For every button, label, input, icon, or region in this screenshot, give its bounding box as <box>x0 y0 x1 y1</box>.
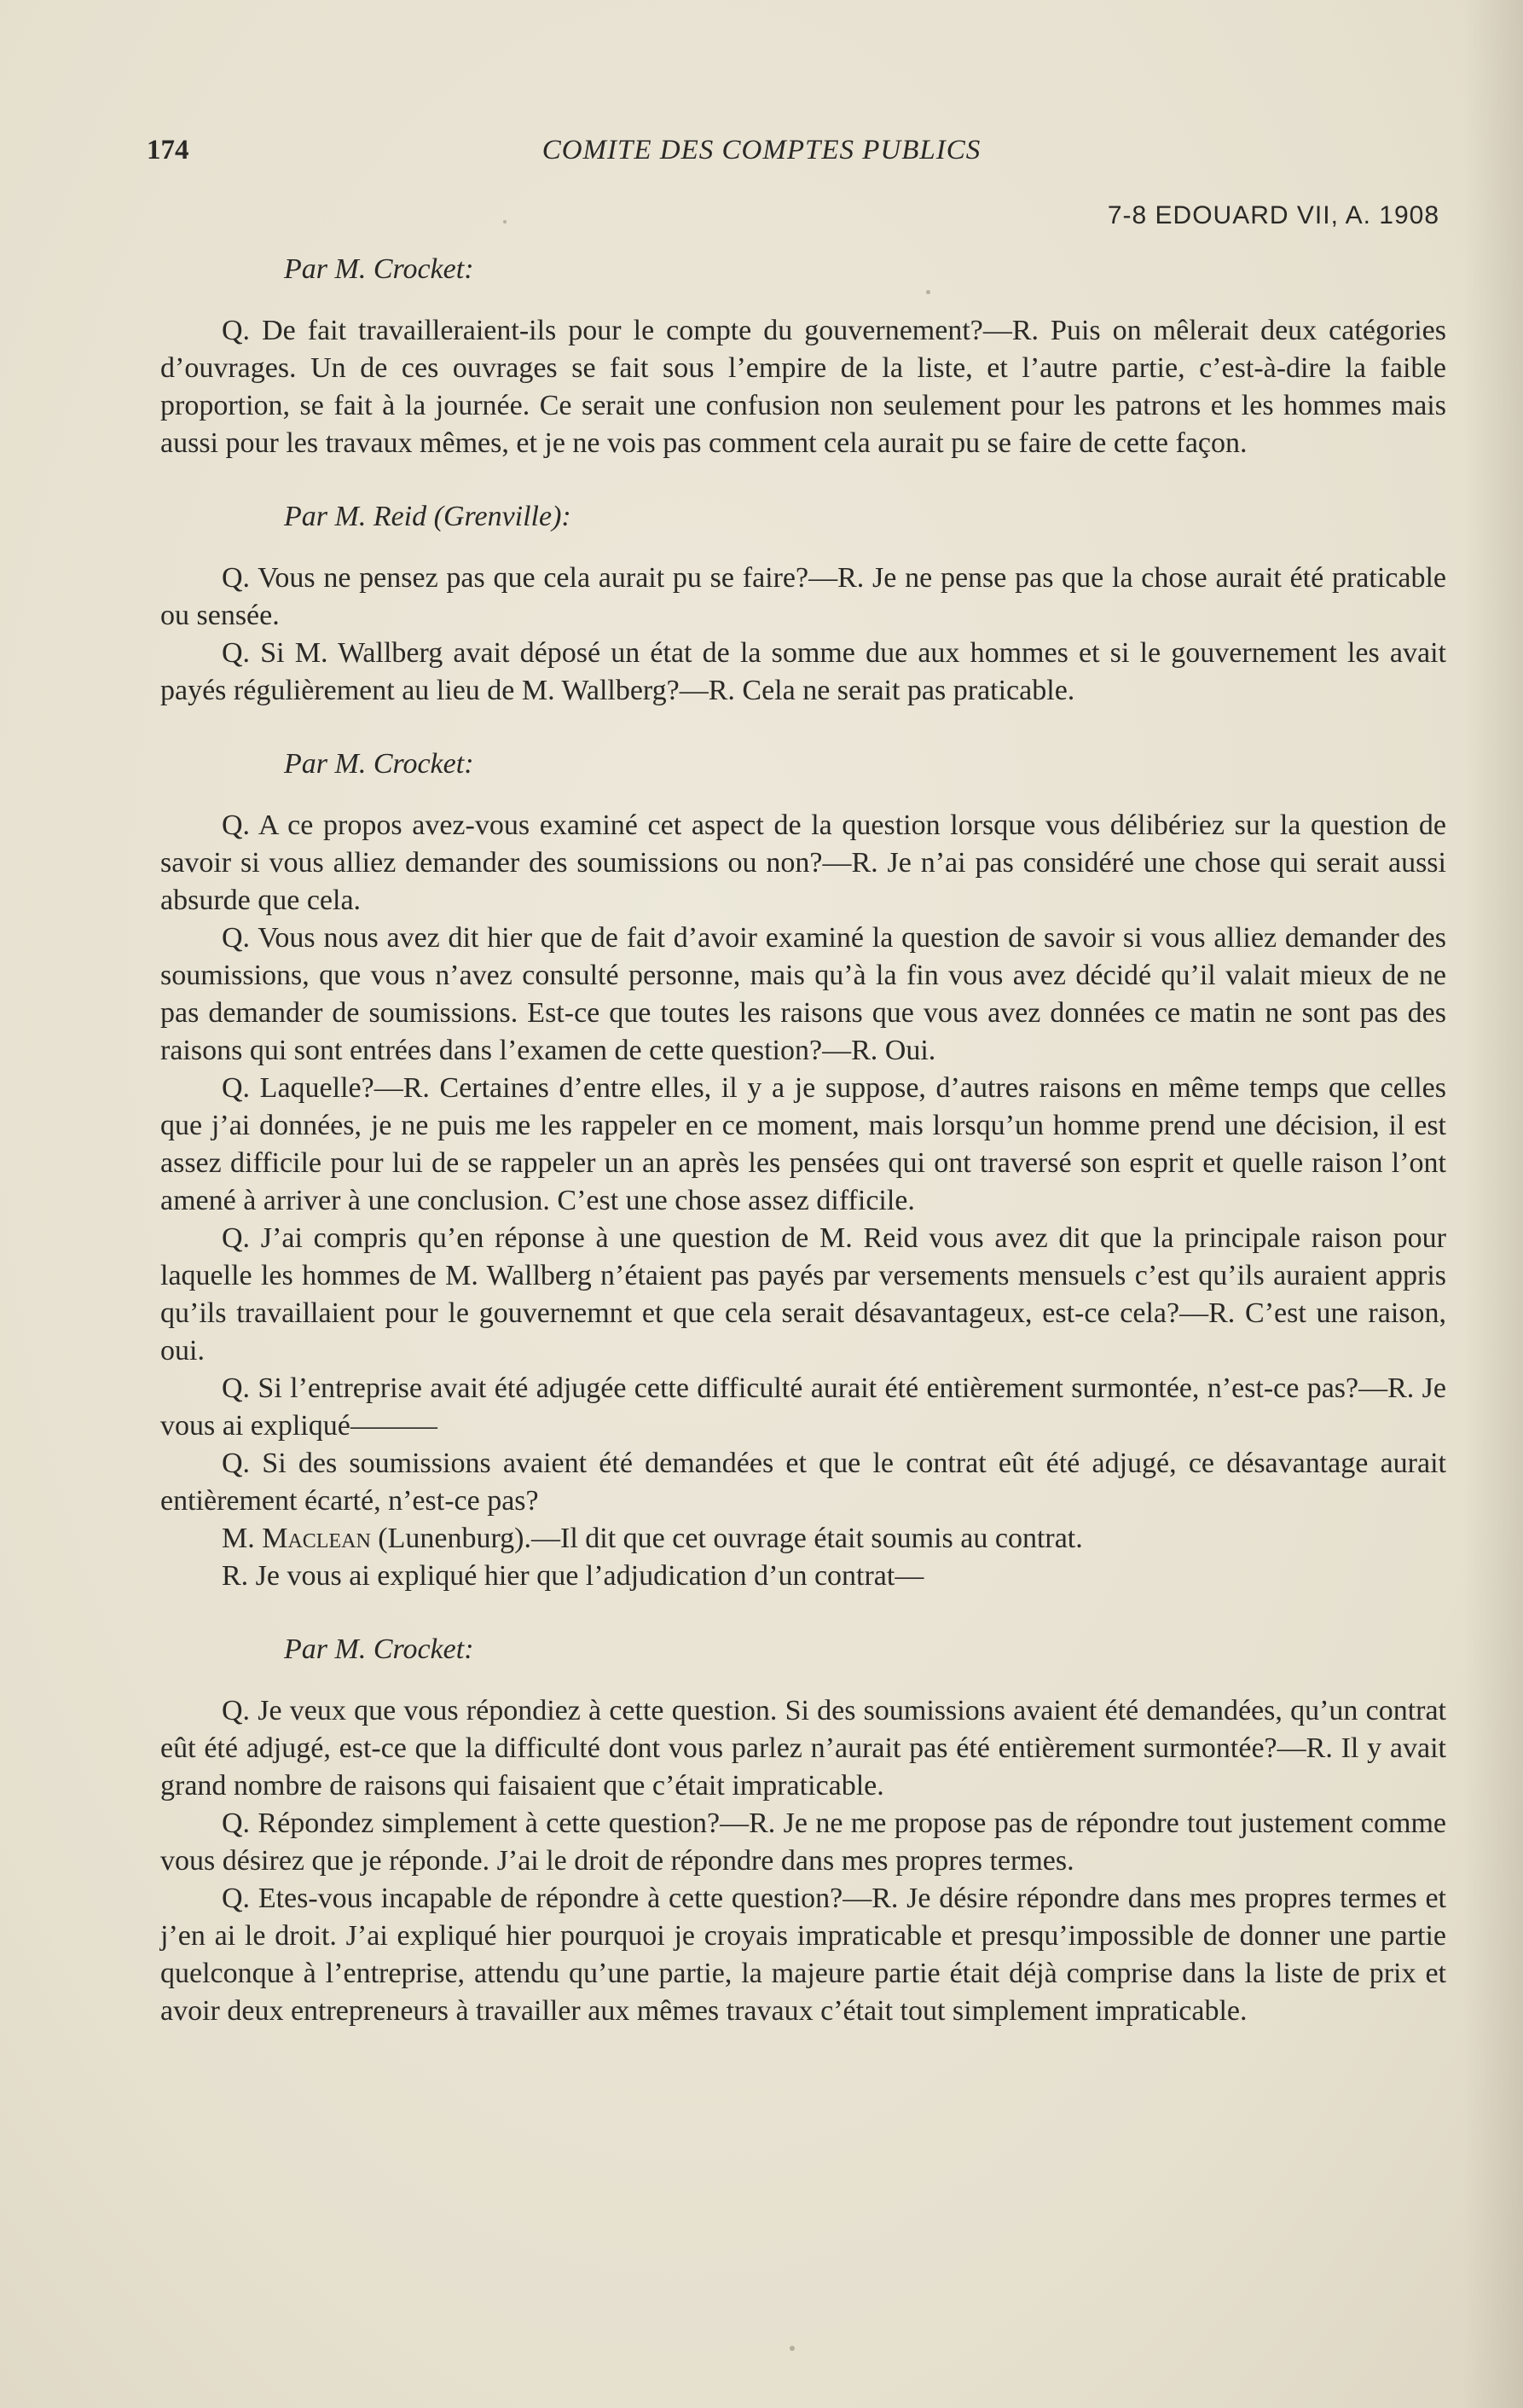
paragraph: Q. Si l’entreprise avait été adjugée cette difficulté aurait été entièrement surmontée, n’est-ce pas?—R. Je vous ai expliqué——— <box>160 1372 1446 1442</box>
running-edition: 7-8 EDOUARD VII, A. 1908 <box>1107 201 1439 229</box>
paragraph: Q. Si des soumissions avaient été demandées et que le contrat eût été adjugé, ce désavantage aurait entièrement écarté, n’est-ce pas? <box>160 1448 1446 1517</box>
speaker-heading: Par M. Crocket: <box>284 253 474 285</box>
page-edge-shadow <box>1463 0 1523 2408</box>
transcript-body <box>160 251 1446 2030</box>
paragraph: Q. A ce propos avez-vous examiné cet aspect de la question lorsque vous délibériez sur la question de savoir si vous alliez demander des soumissions ou non?—R. Je n’ai pas considéré une chose qui serait aussi absurde que cela. <box>160 809 1446 916</box>
interjection-text: (Lunenburg).—Il dit que cet ouvrage était soumis au contrat. <box>370 1523 1083 1554</box>
print-speck <box>926 290 930 294</box>
print-speck <box>790 2346 795 2351</box>
section-crocket-3 <box>160 1631 1446 2030</box>
section-crocket-2 <box>160 746 1446 1595</box>
paragraph: Q. Si M. Wallberg avait déposé un état de la somme due aux hommes et si le gouvernement les avait payés régulièrement au lieu de M. Wallberg?—R. Cela ne serait pas praticable. <box>160 637 1446 706</box>
paragraph: Q. Vous ne pensez pas que cela aurait pu se faire?—R. Je ne pense pas que la chose aurait été praticable ou sensée. <box>160 562 1446 631</box>
paragraph: Q. Je veux que vous répondiez à cette question. Si des soumissions avaient été demandées, qu’un contrat eût été adjugé, est-ce que la difficulté dont vous parlez n’aurait pas été entièrement surmontée?—R. Il y avait grand nombre de raisons qui faisaient que c’était impraticable. <box>160 1695 1446 1802</box>
speaker-heading: Par M. Crocket: <box>284 1633 474 1665</box>
paragraph: Q. Laquelle?—R. Certaines d’entre elles, il y a je suppose, d’autres raisons en même temps que celles que j’ai données, je ne puis me les rappeler en ce moment, mais lorsqu’un homme prend une décision, il est assez difficile pour lui de se rappeler un an après les pensées qui ont traversé son esprit et quelle raison l’ont amené à arriver à une conclusion. C’est une chose assez difficile. <box>160 1072 1446 1216</box>
speaker-heading: Par M. Crocket: <box>284 748 474 780</box>
page-number: 174 <box>147 135 189 165</box>
paragraph: Q. Etes-vous incapable de répondre à cette question?—R. Je désire répondre dans mes propres termes et j’en ai le droit. J’ai expliqué hier pourquoi je croyais impraticable et presqu’impossible de donner une partie quelconque à l’entreprise, attendu qu’une partie, la majeure partie était déjà comprise dans la liste de prix et avoir deux entrepreneurs à travailler aux mêmes travaux c’était tout simplement impraticable. <box>160 1883 1446 2027</box>
section-crocket-1 <box>160 251 1446 462</box>
section-reid <box>160 498 1446 710</box>
speaker-heading: Par M. Reid (Grenville): <box>284 501 571 532</box>
running-title: COMITE DES COMPTES PUBLICS <box>541 135 982 165</box>
paragraph: R. Je vous ai expliqué hier que l’adjudication d’un contrat— <box>222 1560 924 1592</box>
paragraph: Q. De fait travailleraient-ils pour le compte du gouvernement?—R. Puis on mêlerait deux catégories d’ouvrages. Un de ces ouvrages se fait sous l’empire de la liste, et l’autre partie, c’est-à-dire la faible proportion, se fait à la journée. Ce serait une confusion non seulement pour les patrons et les hommes mais aussi pour les travaux mêmes, et je ne vois pas comment cela aurait pu se faire de cette façon. <box>160 315 1446 459</box>
paragraph: Q. Répondez simplement à cette question?—R. Je ne me propose pas de répondre tout justement comme vous désirez que je réponde. J’ai le droit de répondre dans mes propres termes. <box>160 1807 1446 1877</box>
paragraph: Q. Vous nous avez dit hier que de fait d’avoir examiné la question de savoir si vous alliez demander des soumissions, que vous n’avez consulté personne, mais qu’à la fin vous avez décidé qu’il valait mieux de ne pas demander de soumissions. Est-ce que toutes les raisons que vous avez données ce matin ne sont pas des raisons qui sont entrées dans l’examen de cette question?—R. Oui. <box>160 922 1446 1066</box>
paragraph: Q. J’ai compris qu’en réponse à une question de M. Reid vous avez dit que la principale raison pour laquelle les hommes de M. Wallberg n’étaient pas payés par versements mensuels c’est qu’ils auraient appris qu’ils travaillaient pour le gouvernemnt et que cela serait désavantageux, est-ce cela?—R. C’est une raison, oui. <box>160 1222 1446 1366</box>
interjection-speaker: M. Maclean <box>222 1523 371 1554</box>
interjection <box>160 1520 1446 1558</box>
print-speck <box>503 220 507 223</box>
